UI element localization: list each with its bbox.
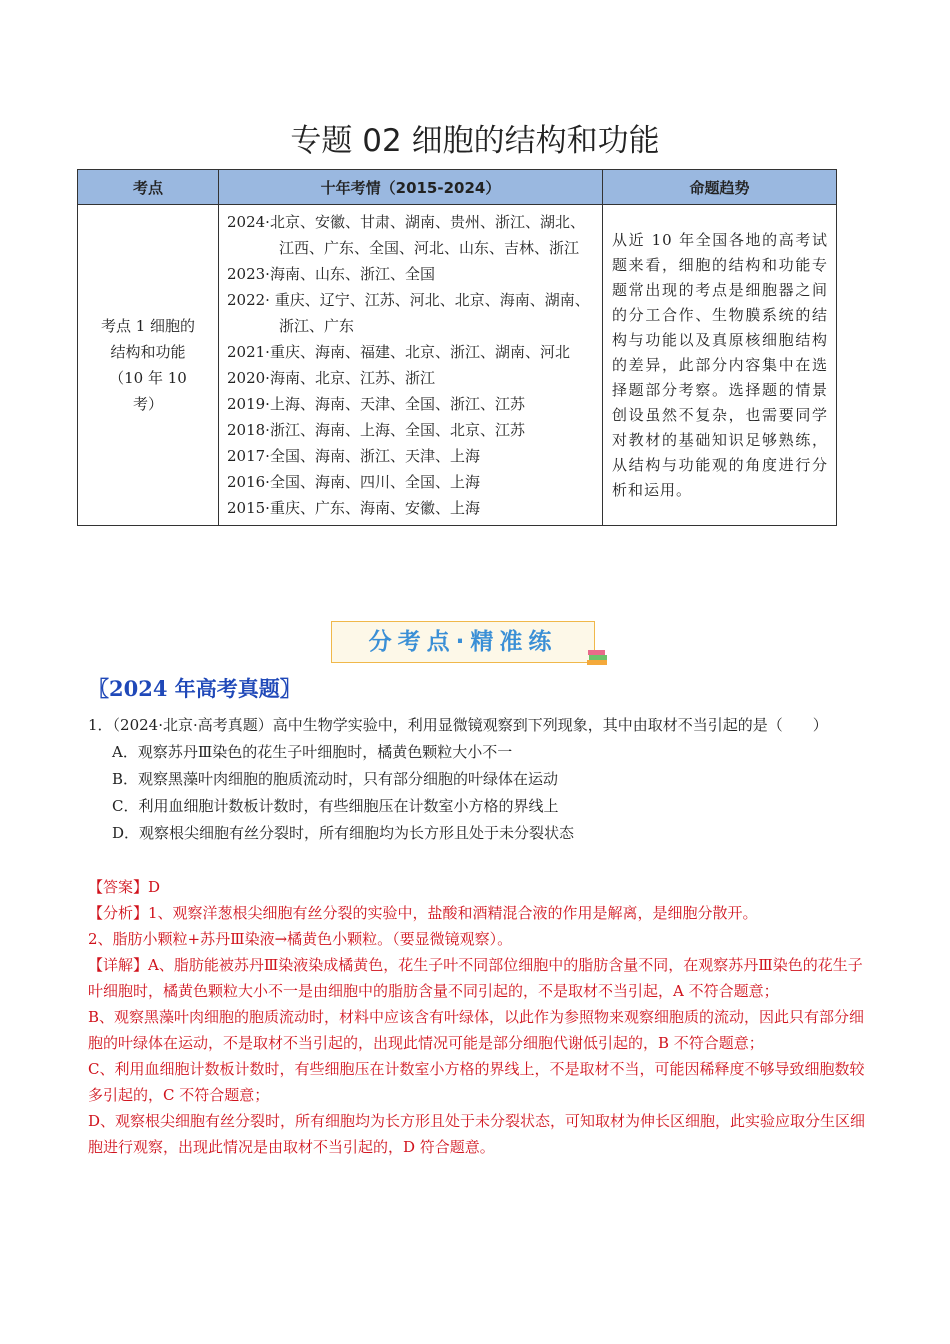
year-entry: 2023·海南、山东、浙江、全国 <box>227 265 435 283</box>
year-entry: 2015·重庆、广东、海南、安徽、上海 <box>227 499 480 517</box>
year-entry: 2019·上海、海南、天津、全国、浙江、江苏 <box>227 395 525 413</box>
section-banner: 分考点·精准练 <box>331 621 595 663</box>
kaodian-line: （10 年 10 <box>109 369 187 387</box>
years-cell <box>219 205 603 526</box>
year-entry: 2024·北京、安徽、甘肃、湖南、贵州、浙江、湖北、江西、广东、全国、河北、山东、吉林、浙江 <box>227 213 585 257</box>
kaodian-line: 结构和功能 <box>110 343 186 361</box>
question-stem: 1．（2024·北京·高考真题）高中生物学实验中，利用显微镜观察到下列现象，其中由取材不当引起的是（ ） <box>88 716 828 734</box>
year-entry: 2018·浙江、海南、上海、全国、北京、江苏 <box>227 421 525 439</box>
year-entry: 2017·全国、海南、浙江、天津、上海 <box>227 447 480 465</box>
explanation-a: 【详解】A、脂肪能被苏丹Ⅲ染液染成橘黄色，花生子叶不同部位细胞中的脂肪含量不同，在观察苏丹Ⅲ染色的花生子叶细胞时，橘黄色颗粒大小不一是由细胞中的脂肪含量不同引起的，不是取材不当引起，A 不符合题意； <box>88 956 863 1000</box>
question-block <box>88 712 868 847</box>
analysis-line: 【分析】1、观察洋葱根尖细胞有丝分裂的实验中，盐酸和酒精混合液的作用是解离，是细胞分散开。 <box>88 904 758 922</box>
kaodian-line: 考点 1 细胞的 <box>100 317 196 335</box>
analysis-line: 2、脂肪小颗粒+苏丹Ⅲ染液→橘黄色小颗粒。（要显微镜观察）。 <box>88 930 513 948</box>
page-title: 专题 02 细胞的结构和功能 <box>290 123 660 159</box>
option-d: D．观察根尖细胞有丝分裂时，所有细胞均为长方形且处于未分裂状态 <box>112 824 575 842</box>
explanation-d: D、观察根尖细胞有丝分裂时，所有细胞均为长方形且处于未分裂状态，可知取材为伸长区细胞，此实验应取分生区细胞进行观察，出现此情况是由取材不当引起的，D 符合题意。 <box>88 1112 866 1156</box>
kaodian-line: 考） <box>132 395 163 413</box>
explanation-b: B、观察黑藻叶肉细胞的胞质流动时，材料中应该含有叶绿体，以此作为参照物来观察细胞质的流动，因此只有部分细胞的叶绿体在运动，不是取材不当引起的，出现此情况可能是部分细胞代谢低引起的，B 不符合题意； <box>88 1008 865 1052</box>
header-years: 十年考情（2015-2024） <box>219 170 603 205</box>
table-row <box>78 205 837 526</box>
option-c: C．利用血细胞计数板计数时，有些细胞压在计数室小方格的界线上 <box>112 797 559 815</box>
option-a: A．观察苏丹Ⅲ染色的花生子叶细胞时，橘黄色颗粒大小不一 <box>112 743 513 761</box>
explanation-c: C、利用血细胞计数板计数时，有些细胞压在计数室小方格的界线上，不是取材不当，可能因稀释度不够导致细胞数较多引起的，C 不符合题意； <box>88 1060 865 1104</box>
answer-block <box>88 874 868 1160</box>
year-entry: 2020·海南、北京、江苏、浙江 <box>227 369 435 387</box>
year-entry: 2022· 重庆、辽宁、江苏、河北、北京、海南、湖南、浙江、广东 <box>227 291 590 335</box>
header-trend: 命题趋势 <box>603 170 837 205</box>
year-entry: 2016·全国、海南、四川、全国、上海 <box>227 473 480 491</box>
section-heading: 〖2024 年高考真题〗 <box>88 676 301 701</box>
table-header-row <box>78 170 837 205</box>
year-entry: 2021·重庆、海南、福建、北京、浙江、湖南、河北 <box>227 343 570 361</box>
kaodian-cell <box>78 205 219 526</box>
answer-line: 【答案】D <box>88 878 161 896</box>
header-kaodian: 考点 <box>78 170 219 205</box>
exam-trend-table <box>77 169 837 526</box>
trend-cell: 从近 10 年全国各地的高考试题来看，细胞的结构和功能专题常出现的考点是细胞器之间的分工合作、生物膜系统的结构与功能以及真原核细胞结构的差异，此部分内容集中在选择题部分考察。选择题的情景创设虽然不复杂，也需要同学对教材的基础知识足够熟练，从结构与功能观的角度进行分析和运用。 <box>603 205 837 526</box>
books-icon <box>585 646 611 668</box>
option-b: B．观察黑藻叶肉细胞的胞质流动时，只有部分细胞的叶绿体在运动 <box>112 770 559 788</box>
